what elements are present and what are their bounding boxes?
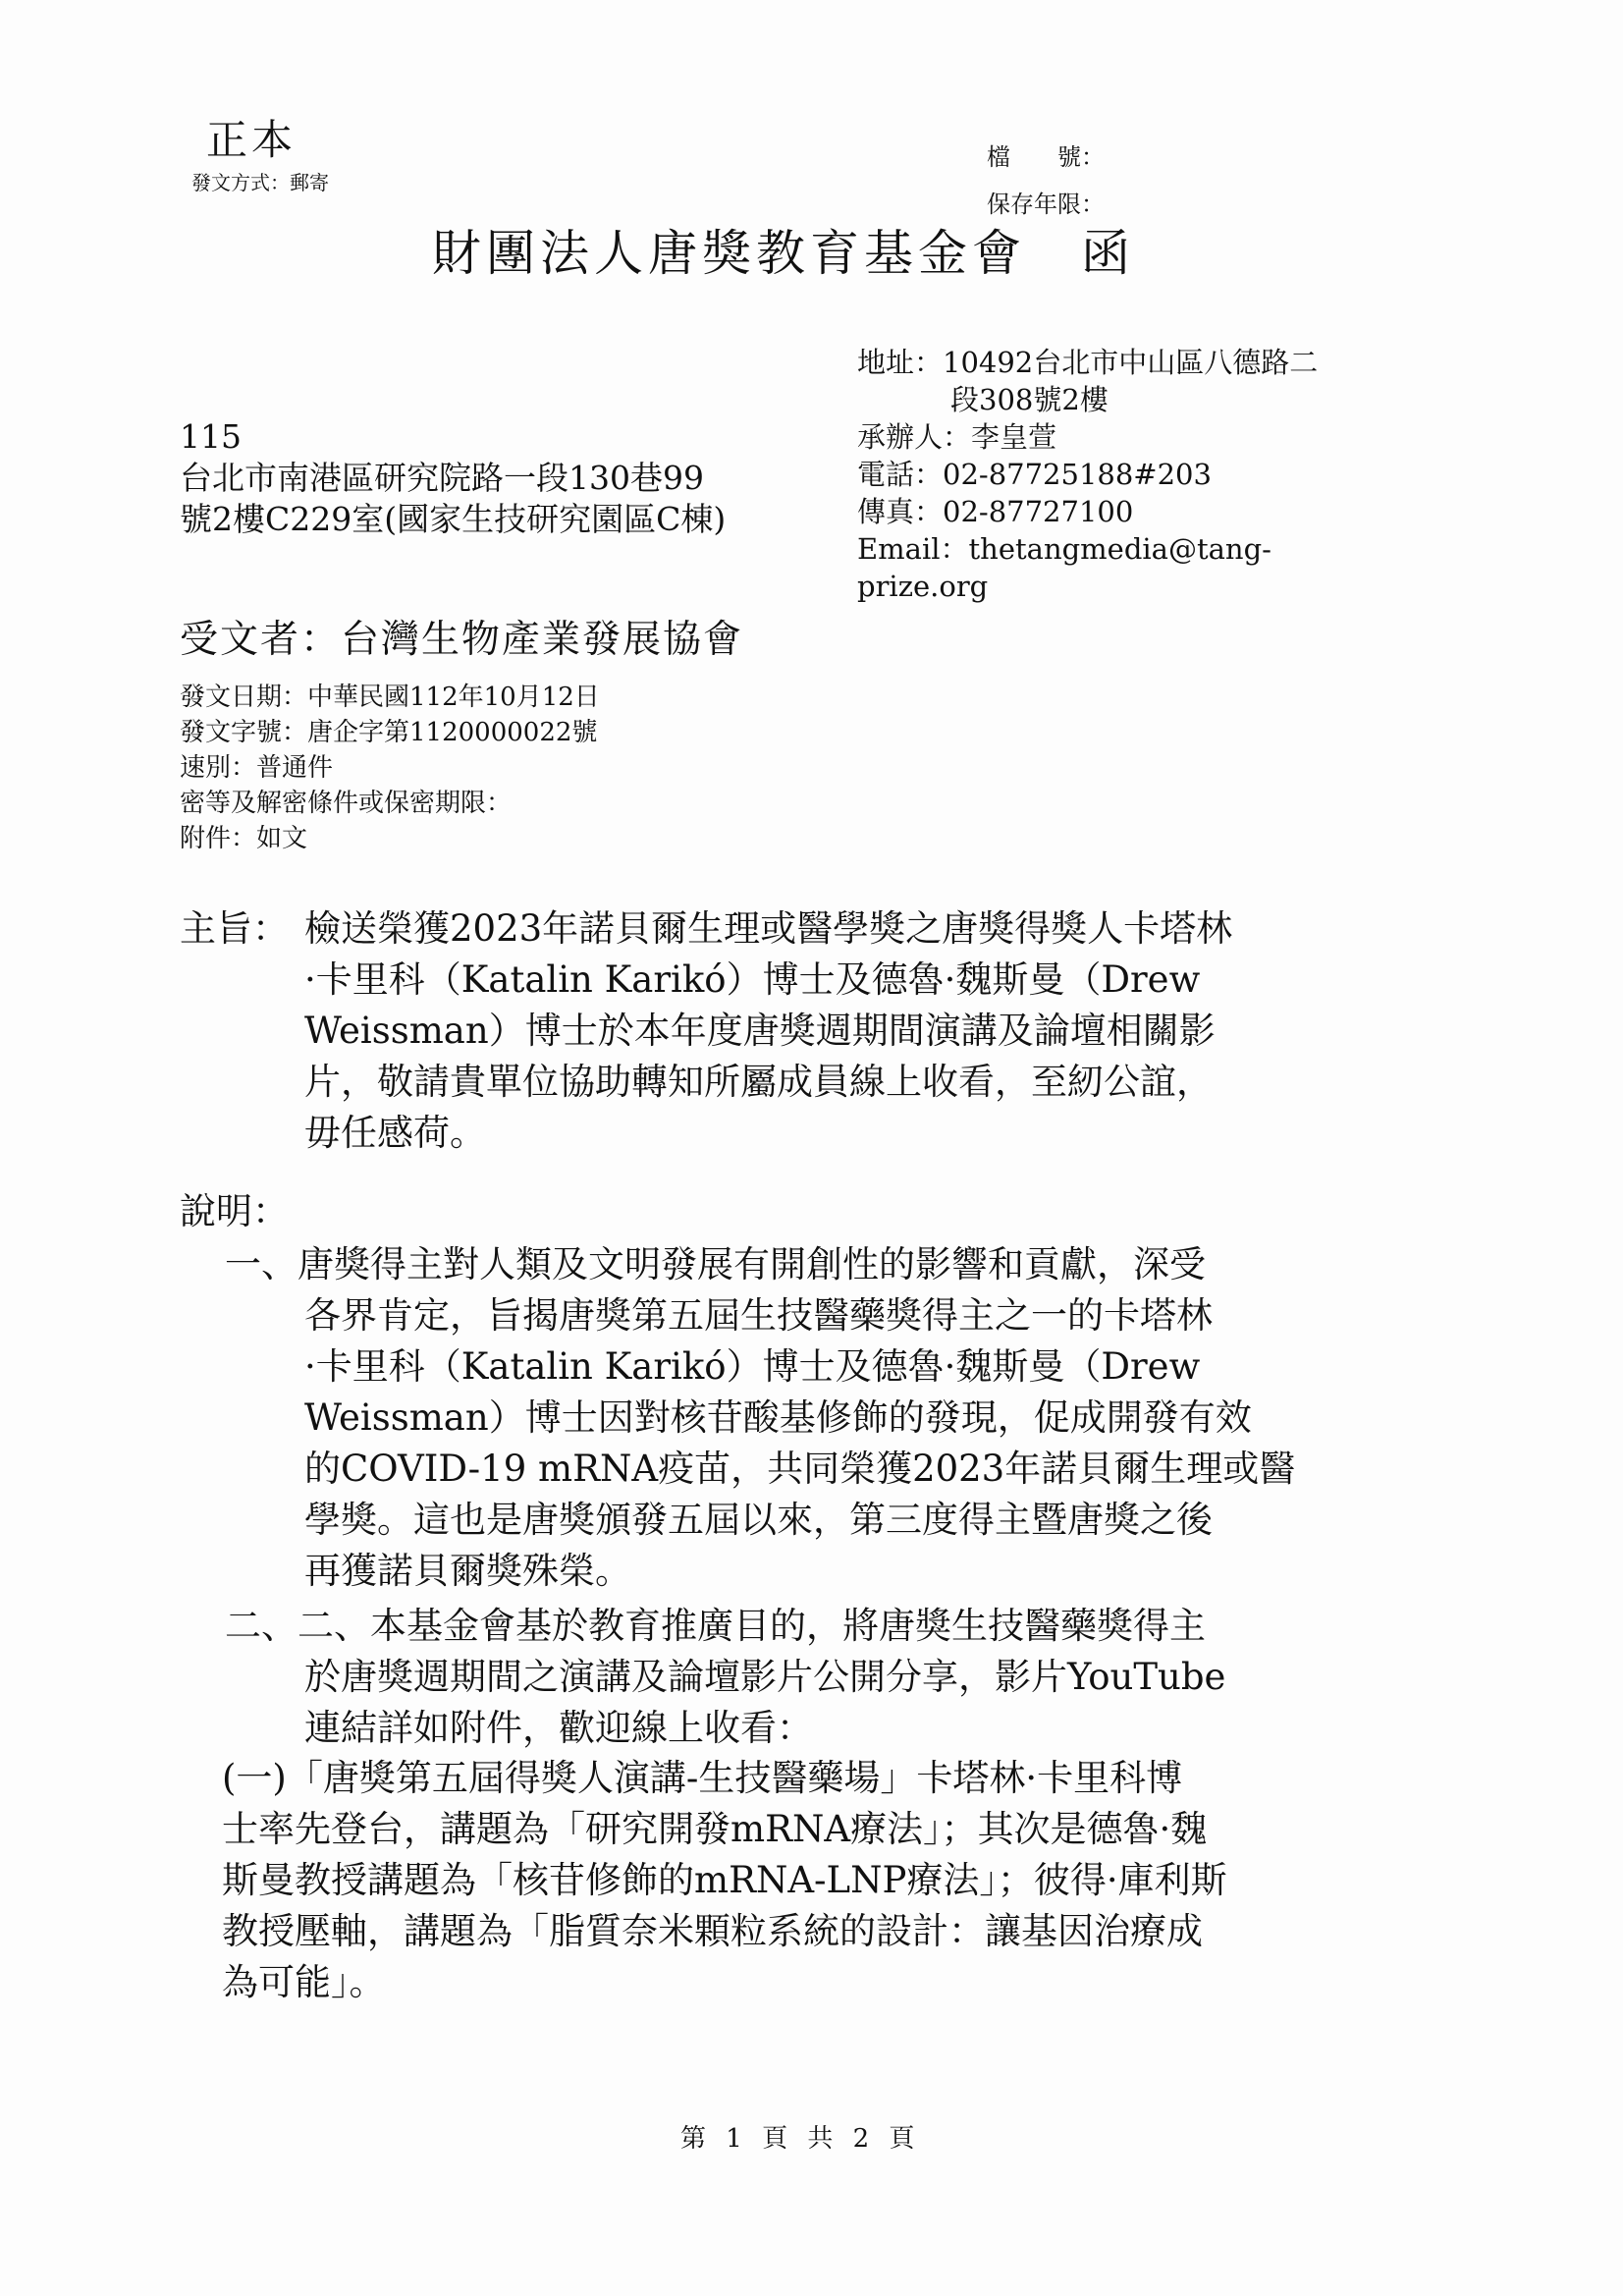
- recipient: 受文者：台灣生物產業發展協會: [180, 618, 744, 662]
- document-meta: [180, 680, 600, 856]
- address-line: 台北市南港區研究院路一段130巷99: [180, 459, 704, 497]
- subject-line: 毋任感荷。: [304, 1112, 486, 1154]
- item-line: ·卡里科（Katalin Karikó）博士及德魯·魏斯曼（Drew: [304, 1345, 1201, 1388]
- item-line: Weissman）博士因對核苷酸基修飾的發現，促成開發有效: [304, 1396, 1252, 1439]
- page-number: 第 1 頁 共 2 頁: [680, 2124, 921, 2154]
- subject-line: ·卡里科（Katalin Karikó）博士及德魯·魏斯曼（Drew: [304, 958, 1201, 1001]
- subject-label: 主旨：: [180, 907, 289, 950]
- attachment: 附件：如文: [180, 824, 308, 853]
- sub-item-line: 斯曼教授講題為「核苷修飾的mRNA-LNP療法」；彼得·庫利斯: [222, 1859, 1227, 1901]
- item-line: 各界肯定，旨揭唐獎第五屆生技醫藥獎得主之一的卡塔林: [304, 1294, 1213, 1337]
- subject-line: 檢送榮獲2023年諾貝爾生理或醫學獎之唐獎得獎人卡塔林: [304, 907, 1233, 950]
- item-text: 唐獎得主對人類及文明發展有開創性的影響和貢獻，深受: [298, 1243, 1206, 1285]
- doc-type: 函: [1081, 225, 1135, 282]
- item-marker: 二、: [225, 1605, 298, 1647]
- subject-line: Weissman）博士於本年度唐獎週期間演講及論壇相關影: [304, 1010, 1216, 1052]
- document-title: [432, 214, 1135, 285]
- handler: 承辦人：李皇萱: [857, 420, 1057, 454]
- send-method: 發文方式：郵寄: [191, 171, 329, 194]
- sub-item-line: 為可能」。: [222, 1961, 386, 2003]
- item-line: 的COVID-19 mRNA疫苗，共同榮獲2023年諾貝爾生理或醫: [304, 1448, 1296, 1490]
- delivery-speed: 速別：普通件: [180, 753, 334, 783]
- item-line: 於唐獎週期間之演講及論壇影片公開分享，影片YouTube: [304, 1656, 1226, 1698]
- item-line: 再獲諾貝爾獎殊榮。: [304, 1550, 631, 1592]
- item-line: [225, 1239, 1295, 1290]
- sub-item-line: 士率先登台，講題為「研究開發mRNA療法」；其次是德魯·魏: [222, 1808, 1208, 1850]
- item-marker: 一、: [225, 1243, 298, 1285]
- fax: 傳真：02-87727100: [857, 495, 1134, 528]
- recipient-address: [180, 416, 726, 540]
- secrecy-level: 密等及解密條件或保密期限：: [180, 789, 513, 818]
- address-line: 號2樓C229室(國家生技研究園區C棟): [180, 500, 727, 538]
- email-line: Email：thetangmedia@tang-: [857, 532, 1271, 566]
- address-line: 地址：10492台北市中山區八德路二: [857, 346, 1319, 379]
- org-title: 財團法人唐獎教育基金會: [432, 225, 1026, 282]
- retention-label: 保存年限：: [987, 191, 1105, 218]
- subject-line: 片，敬請貴單位協助轉知所屬成員線上收看，至紉公誼，: [304, 1061, 1213, 1103]
- sender-contact: [857, 344, 1318, 605]
- issue-number: 發文字號：唐企字第1120000022號: [180, 718, 598, 747]
- explanation-item-2: [225, 1601, 1225, 1754]
- explanation-item-1: [225, 1239, 1295, 1597]
- copy-label: 正本: [206, 116, 298, 164]
- address-line: 段308號2樓: [950, 383, 1109, 416]
- issue-date: 發文日期：中華民國112年10月12日: [180, 683, 600, 712]
- phone: 電話：02-87725188#203: [857, 458, 1212, 491]
- explanation-label: 說明：: [180, 1190, 289, 1232]
- email-line: prize.org: [857, 570, 989, 603]
- sub-item-line: (一)「唐獎第五屆得獎人演講-生技醫藥場」卡塔林·卡里科博: [222, 1757, 1183, 1799]
- postal-code: 115: [180, 417, 242, 456]
- item-line: [225, 1601, 1225, 1652]
- sub-item-1: [222, 1753, 1227, 2008]
- item-line: 學獎。這也是唐獎頒發五屆以來，第三度得主暨唐獎之後: [304, 1499, 1213, 1541]
- file-number-label: 檔 號：: [987, 143, 1105, 171]
- item-text: 二、本基金會基於教育推廣目的，將唐獎生技醫藥獎得主: [298, 1605, 1206, 1647]
- item-line: 連結詳如附件，歡迎線上收看：: [304, 1707, 813, 1749]
- sub-item-line: 教授壓軸，講題為「脂質奈米顆粒系統的設計：讓基因治療成: [222, 1910, 1203, 1952]
